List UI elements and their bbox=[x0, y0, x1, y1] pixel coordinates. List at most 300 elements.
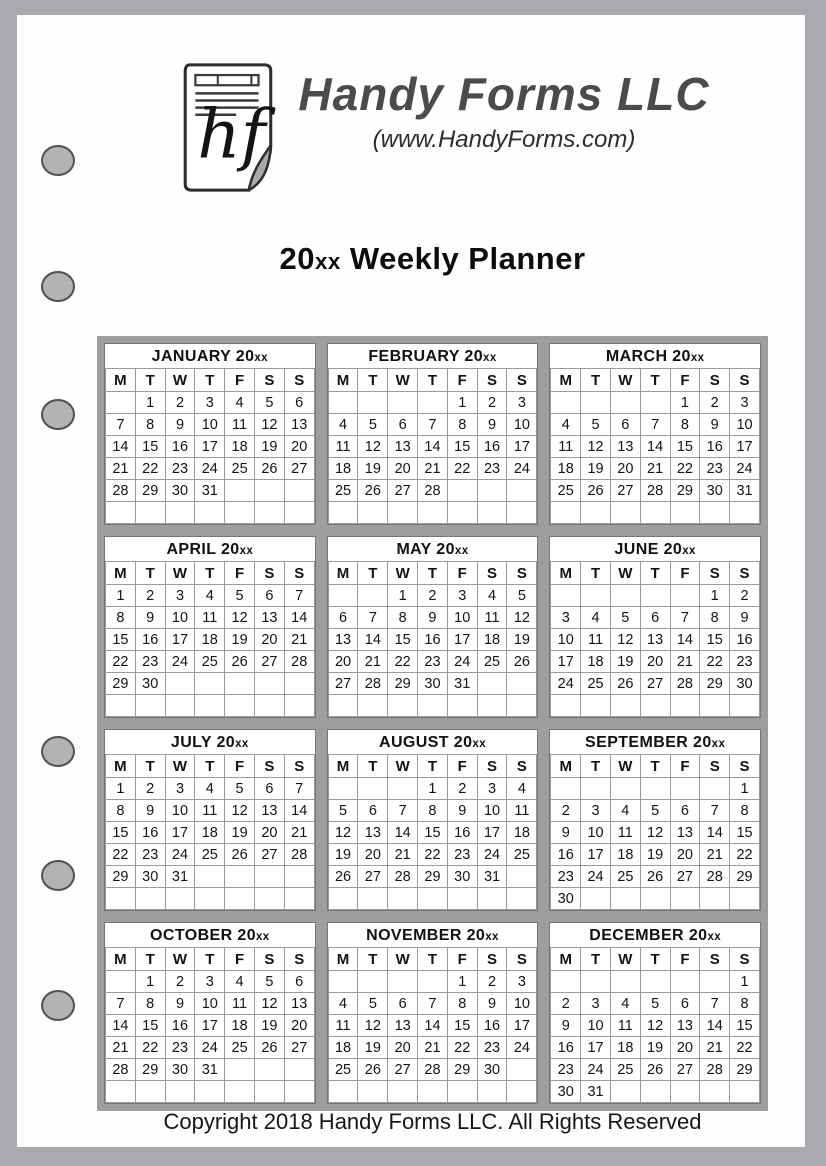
day-cell: 3 bbox=[165, 585, 195, 607]
day-cell: 18 bbox=[477, 629, 507, 651]
day-cell: 8 bbox=[135, 414, 165, 436]
day-cell: 21 bbox=[106, 1037, 136, 1059]
empty-day-cell bbox=[284, 695, 314, 717]
day-cell: 4 bbox=[225, 392, 255, 414]
day-cell: 23 bbox=[165, 1037, 195, 1059]
day-cell: 20 bbox=[388, 1037, 418, 1059]
month-title: FEBRUARY 20xx bbox=[368, 348, 497, 365]
day-cell: 9 bbox=[135, 800, 165, 822]
day-cell: 26 bbox=[225, 651, 255, 673]
empty-day-cell bbox=[284, 1059, 314, 1081]
day-cell: 22 bbox=[447, 458, 477, 480]
empty-day-cell bbox=[581, 502, 611, 524]
month-grid bbox=[550, 561, 760, 717]
day-cell: 22 bbox=[135, 1037, 165, 1059]
day-cell: 7 bbox=[700, 800, 730, 822]
day-cell: 20 bbox=[670, 1037, 700, 1059]
weekday-header: F bbox=[447, 948, 477, 971]
day-cell: 7 bbox=[388, 800, 418, 822]
day-cell: 27 bbox=[254, 651, 284, 673]
day-cell: 15 bbox=[418, 822, 448, 844]
day-cell: 15 bbox=[135, 436, 165, 458]
weekday-header: S bbox=[507, 369, 537, 392]
day-cell: 26 bbox=[581, 480, 611, 502]
empty-day-cell bbox=[165, 502, 195, 524]
month-title: JANUARY 20xx bbox=[151, 348, 268, 365]
empty-day-cell bbox=[551, 585, 581, 607]
day-cell: 22 bbox=[730, 1037, 760, 1059]
empty-day-cell bbox=[477, 1081, 507, 1103]
month-grid bbox=[328, 754, 538, 910]
day-cell: 24 bbox=[730, 458, 760, 480]
day-cell: 22 bbox=[447, 1037, 477, 1059]
day-cell: 9 bbox=[135, 607, 165, 629]
weekday-header: T bbox=[358, 562, 388, 585]
empty-day-cell bbox=[447, 480, 477, 502]
empty-day-cell bbox=[135, 502, 165, 524]
day-cell: 27 bbox=[610, 480, 640, 502]
empty-day-cell bbox=[640, 502, 670, 524]
day-cell: 14 bbox=[106, 1015, 136, 1037]
empty-day-cell bbox=[225, 1059, 255, 1081]
day-cell: 4 bbox=[225, 971, 255, 993]
day-cell: 11 bbox=[551, 436, 581, 458]
weekday-header: T bbox=[418, 755, 448, 778]
day-cell: 18 bbox=[328, 1037, 358, 1059]
day-cell: 28 bbox=[418, 480, 448, 502]
day-cell: 10 bbox=[447, 607, 477, 629]
weekday-header: M bbox=[328, 562, 358, 585]
month-grid bbox=[105, 561, 315, 717]
day-cell: 2 bbox=[730, 585, 760, 607]
empty-day-cell bbox=[328, 888, 358, 910]
empty-day-cell bbox=[254, 1059, 284, 1081]
day-cell: 7 bbox=[700, 993, 730, 1015]
empty-day-cell bbox=[418, 392, 448, 414]
day-cell: 22 bbox=[106, 844, 136, 866]
day-cell: 19 bbox=[358, 1037, 388, 1059]
day-cell: 25 bbox=[328, 480, 358, 502]
month-title: OCTOBER 20xx bbox=[150, 927, 270, 944]
weekday-header: S bbox=[477, 369, 507, 392]
empty-day-cell bbox=[447, 502, 477, 524]
day-cell: 12 bbox=[254, 414, 284, 436]
day-cell: 1 bbox=[700, 585, 730, 607]
day-cell: 20 bbox=[388, 458, 418, 480]
weekday-header: S bbox=[730, 562, 760, 585]
weekday-header: S bbox=[507, 755, 537, 778]
month-july bbox=[104, 729, 316, 911]
empty-day-cell bbox=[551, 695, 581, 717]
weekday-header: W bbox=[165, 562, 195, 585]
day-cell: 15 bbox=[106, 822, 136, 844]
day-cell: 29 bbox=[106, 866, 136, 888]
day-cell: 6 bbox=[388, 993, 418, 1015]
day-cell: 18 bbox=[328, 458, 358, 480]
day-cell: 5 bbox=[225, 778, 255, 800]
weekday-header: W bbox=[388, 369, 418, 392]
empty-day-cell bbox=[610, 778, 640, 800]
empty-day-cell bbox=[328, 1081, 358, 1103]
day-cell: 8 bbox=[447, 993, 477, 1015]
day-cell: 8 bbox=[418, 800, 448, 822]
day-cell: 20 bbox=[254, 629, 284, 651]
day-cell: 12 bbox=[581, 436, 611, 458]
empty-day-cell bbox=[507, 673, 537, 695]
day-cell: 19 bbox=[610, 651, 640, 673]
day-cell: 30 bbox=[165, 1059, 195, 1081]
day-cell: 6 bbox=[388, 414, 418, 436]
month-december bbox=[549, 922, 761, 1104]
empty-day-cell bbox=[106, 971, 136, 993]
empty-day-cell bbox=[581, 971, 611, 993]
empty-day-cell bbox=[670, 778, 700, 800]
day-cell: 17 bbox=[165, 822, 195, 844]
weekday-header: W bbox=[388, 948, 418, 971]
day-cell: 24 bbox=[165, 651, 195, 673]
day-cell: 1 bbox=[106, 778, 136, 800]
day-cell: 26 bbox=[254, 1037, 284, 1059]
empty-day-cell bbox=[388, 695, 418, 717]
empty-day-cell bbox=[418, 888, 448, 910]
day-cell: 19 bbox=[640, 844, 670, 866]
empty-day-cell bbox=[195, 695, 225, 717]
document-icon bbox=[173, 60, 285, 196]
day-cell: 27 bbox=[640, 673, 670, 695]
day-cell: 17 bbox=[477, 822, 507, 844]
empty-day-cell bbox=[358, 392, 388, 414]
day-cell: 8 bbox=[670, 414, 700, 436]
day-cell: 23 bbox=[165, 458, 195, 480]
weekday-header: S bbox=[700, 755, 730, 778]
weekday-header: S bbox=[700, 562, 730, 585]
weekday-header: W bbox=[165, 948, 195, 971]
day-cell: 26 bbox=[254, 458, 284, 480]
day-cell: 20 bbox=[358, 844, 388, 866]
empty-day-cell bbox=[165, 888, 195, 910]
day-cell: 15 bbox=[447, 436, 477, 458]
empty-day-cell bbox=[640, 778, 670, 800]
empty-day-cell bbox=[284, 673, 314, 695]
day-cell: 16 bbox=[477, 436, 507, 458]
empty-day-cell bbox=[640, 971, 670, 993]
day-cell: 21 bbox=[388, 844, 418, 866]
weekday-header: F bbox=[670, 755, 700, 778]
day-cell: 31 bbox=[195, 1059, 225, 1081]
day-cell: 27 bbox=[388, 480, 418, 502]
empty-day-cell bbox=[507, 888, 537, 910]
day-cell: 29 bbox=[730, 1059, 760, 1081]
day-cell: 30 bbox=[551, 1081, 581, 1103]
day-cell: 25 bbox=[507, 844, 537, 866]
day-cell: 31 bbox=[447, 673, 477, 695]
day-cell: 25 bbox=[225, 458, 255, 480]
empty-day-cell bbox=[254, 888, 284, 910]
day-cell: 20 bbox=[610, 458, 640, 480]
empty-day-cell bbox=[581, 888, 611, 910]
empty-day-cell bbox=[225, 502, 255, 524]
empty-day-cell bbox=[418, 1081, 448, 1103]
binder-hole bbox=[41, 990, 75, 1021]
empty-day-cell bbox=[106, 1081, 136, 1103]
day-cell: 8 bbox=[106, 800, 136, 822]
day-cell: 20 bbox=[284, 436, 314, 458]
empty-day-cell bbox=[195, 673, 225, 695]
empty-day-cell bbox=[254, 1081, 284, 1103]
day-cell: 4 bbox=[195, 585, 225, 607]
day-cell: 14 bbox=[106, 436, 136, 458]
month-title: SEPTEMBER 20xx bbox=[585, 734, 726, 751]
day-cell: 4 bbox=[328, 414, 358, 436]
day-cell: 19 bbox=[225, 629, 255, 651]
binder-hole bbox=[41, 736, 75, 767]
day-cell: 25 bbox=[610, 1059, 640, 1081]
empty-day-cell bbox=[581, 392, 611, 414]
day-cell: 28 bbox=[358, 673, 388, 695]
empty-day-cell bbox=[225, 888, 255, 910]
day-cell: 24 bbox=[581, 1059, 611, 1081]
day-cell: 12 bbox=[225, 607, 255, 629]
day-cell: 10 bbox=[730, 414, 760, 436]
day-cell: 15 bbox=[670, 436, 700, 458]
day-cell: 16 bbox=[551, 1037, 581, 1059]
day-cell: 14 bbox=[700, 822, 730, 844]
day-cell: 2 bbox=[700, 392, 730, 414]
empty-day-cell bbox=[670, 971, 700, 993]
day-cell: 4 bbox=[610, 993, 640, 1015]
empty-day-cell bbox=[106, 502, 136, 524]
weekday-header: T bbox=[418, 369, 448, 392]
day-cell: 22 bbox=[670, 458, 700, 480]
empty-day-cell bbox=[284, 480, 314, 502]
day-cell: 12 bbox=[640, 1015, 670, 1037]
day-cell: 3 bbox=[581, 800, 611, 822]
empty-day-cell bbox=[670, 695, 700, 717]
month-grid bbox=[105, 754, 315, 910]
day-cell: 8 bbox=[388, 607, 418, 629]
day-cell: 1 bbox=[388, 585, 418, 607]
page-title bbox=[97, 241, 768, 277]
weekday-header: W bbox=[610, 948, 640, 971]
empty-day-cell bbox=[328, 392, 358, 414]
day-cell: 18 bbox=[225, 1015, 255, 1037]
day-cell: 9 bbox=[551, 822, 581, 844]
day-cell: 28 bbox=[418, 1059, 448, 1081]
empty-day-cell bbox=[284, 888, 314, 910]
day-cell: 14 bbox=[700, 1015, 730, 1037]
empty-day-cell bbox=[507, 866, 537, 888]
weekday-header: S bbox=[284, 755, 314, 778]
day-cell: 5 bbox=[358, 993, 388, 1015]
weekday-header: S bbox=[507, 562, 537, 585]
day-cell: 16 bbox=[700, 436, 730, 458]
day-cell: 8 bbox=[700, 607, 730, 629]
year-calendar-grid bbox=[97, 336, 768, 1111]
day-cell: 6 bbox=[284, 392, 314, 414]
day-cell: 30 bbox=[135, 673, 165, 695]
day-cell: 21 bbox=[700, 1037, 730, 1059]
day-cell: 11 bbox=[328, 1015, 358, 1037]
day-cell: 14 bbox=[284, 800, 314, 822]
month-april bbox=[104, 536, 316, 718]
day-cell: 29 bbox=[106, 673, 136, 695]
day-cell: 19 bbox=[640, 1037, 670, 1059]
day-cell: 30 bbox=[418, 673, 448, 695]
day-cell: 16 bbox=[551, 844, 581, 866]
empty-day-cell bbox=[640, 585, 670, 607]
day-cell: 3 bbox=[195, 971, 225, 993]
day-cell: 5 bbox=[254, 971, 284, 993]
day-cell: 20 bbox=[284, 1015, 314, 1037]
empty-day-cell bbox=[610, 392, 640, 414]
day-cell: 24 bbox=[581, 866, 611, 888]
day-cell: 7 bbox=[640, 414, 670, 436]
empty-day-cell bbox=[581, 778, 611, 800]
empty-day-cell bbox=[418, 971, 448, 993]
month-june bbox=[549, 536, 761, 718]
empty-day-cell bbox=[610, 1081, 640, 1103]
day-cell: 29 bbox=[135, 480, 165, 502]
weekday-header: F bbox=[447, 369, 477, 392]
empty-day-cell bbox=[477, 888, 507, 910]
day-cell: 22 bbox=[418, 844, 448, 866]
day-cell: 26 bbox=[225, 844, 255, 866]
empty-day-cell bbox=[388, 392, 418, 414]
day-cell: 13 bbox=[284, 993, 314, 1015]
day-cell: 9 bbox=[165, 993, 195, 1015]
brand-block bbox=[279, 67, 729, 154]
month-grid bbox=[550, 754, 760, 910]
day-cell: 13 bbox=[254, 800, 284, 822]
day-cell: 27 bbox=[284, 458, 314, 480]
month-title: MARCH 20xx bbox=[605, 348, 705, 365]
empty-day-cell bbox=[551, 502, 581, 524]
day-cell: 28 bbox=[388, 866, 418, 888]
day-cell: 8 bbox=[135, 993, 165, 1015]
company-name: Handy Forms LLC bbox=[298, 68, 710, 120]
day-cell: 12 bbox=[358, 436, 388, 458]
day-cell: 21 bbox=[670, 651, 700, 673]
month-grid bbox=[105, 368, 315, 524]
weekday-header: T bbox=[195, 369, 225, 392]
day-cell: 19 bbox=[254, 436, 284, 458]
day-cell: 6 bbox=[670, 993, 700, 1015]
day-cell: 28 bbox=[700, 1059, 730, 1081]
day-cell: 17 bbox=[447, 629, 477, 651]
day-cell: 10 bbox=[507, 414, 537, 436]
day-cell: 29 bbox=[135, 1059, 165, 1081]
empty-day-cell bbox=[670, 888, 700, 910]
day-cell: 26 bbox=[328, 866, 358, 888]
empty-day-cell bbox=[581, 585, 611, 607]
empty-day-cell bbox=[670, 502, 700, 524]
day-cell: 12 bbox=[610, 629, 640, 651]
day-cell: 19 bbox=[328, 844, 358, 866]
day-cell: 29 bbox=[418, 866, 448, 888]
day-cell: 13 bbox=[670, 822, 700, 844]
empty-day-cell bbox=[135, 695, 165, 717]
day-cell: 14 bbox=[284, 607, 314, 629]
day-cell: 3 bbox=[507, 971, 537, 993]
day-cell: 19 bbox=[254, 1015, 284, 1037]
day-cell: 30 bbox=[165, 480, 195, 502]
day-cell: 17 bbox=[551, 651, 581, 673]
day-cell: 19 bbox=[507, 629, 537, 651]
day-cell: 9 bbox=[165, 414, 195, 436]
day-cell: 3 bbox=[165, 778, 195, 800]
empty-day-cell bbox=[225, 695, 255, 717]
day-cell: 5 bbox=[507, 585, 537, 607]
day-cell: 21 bbox=[284, 629, 314, 651]
day-cell: 2 bbox=[165, 971, 195, 993]
weekday-header: T bbox=[358, 948, 388, 971]
empty-day-cell bbox=[610, 888, 640, 910]
empty-day-cell bbox=[388, 502, 418, 524]
empty-day-cell bbox=[507, 480, 537, 502]
empty-day-cell bbox=[700, 971, 730, 993]
day-cell: 5 bbox=[225, 585, 255, 607]
day-cell: 14 bbox=[418, 436, 448, 458]
day-cell: 8 bbox=[730, 800, 760, 822]
day-cell: 1 bbox=[670, 392, 700, 414]
day-cell: 12 bbox=[225, 800, 255, 822]
month-title: DECEMBER 20xx bbox=[589, 927, 722, 944]
empty-day-cell bbox=[610, 502, 640, 524]
weekday-header: M bbox=[551, 948, 581, 971]
weekday-header: M bbox=[106, 948, 136, 971]
handy-forms-logo bbox=[173, 60, 285, 196]
empty-day-cell bbox=[225, 480, 255, 502]
day-cell: 17 bbox=[195, 1015, 225, 1037]
day-cell: 27 bbox=[328, 673, 358, 695]
day-cell: 24 bbox=[477, 844, 507, 866]
empty-day-cell bbox=[507, 695, 537, 717]
day-cell: 5 bbox=[358, 414, 388, 436]
empty-day-cell bbox=[477, 673, 507, 695]
day-cell: 29 bbox=[447, 1059, 477, 1081]
day-cell: 27 bbox=[284, 1037, 314, 1059]
day-cell: 19 bbox=[581, 458, 611, 480]
day-cell: 1 bbox=[730, 971, 760, 993]
day-cell: 5 bbox=[254, 392, 284, 414]
day-cell: 11 bbox=[507, 800, 537, 822]
empty-day-cell bbox=[106, 392, 136, 414]
empty-day-cell bbox=[388, 778, 418, 800]
day-cell: 18 bbox=[195, 822, 225, 844]
day-cell: 10 bbox=[195, 993, 225, 1015]
day-cell: 7 bbox=[106, 414, 136, 436]
day-cell: 10 bbox=[195, 414, 225, 436]
day-cell: 15 bbox=[106, 629, 136, 651]
weekday-header: T bbox=[581, 948, 611, 971]
day-cell: 4 bbox=[610, 800, 640, 822]
day-cell: 28 bbox=[106, 1059, 136, 1081]
weekday-header: T bbox=[135, 369, 165, 392]
day-cell: 9 bbox=[551, 1015, 581, 1037]
day-cell: 21 bbox=[284, 822, 314, 844]
day-cell: 13 bbox=[610, 436, 640, 458]
empty-day-cell bbox=[640, 1081, 670, 1103]
weekday-header: F bbox=[225, 369, 255, 392]
day-cell: 20 bbox=[328, 651, 358, 673]
empty-day-cell bbox=[700, 778, 730, 800]
day-cell: 2 bbox=[447, 778, 477, 800]
day-cell: 6 bbox=[328, 607, 358, 629]
day-cell: 13 bbox=[640, 629, 670, 651]
day-cell: 17 bbox=[507, 436, 537, 458]
day-cell: 17 bbox=[730, 436, 760, 458]
empty-day-cell bbox=[284, 1081, 314, 1103]
